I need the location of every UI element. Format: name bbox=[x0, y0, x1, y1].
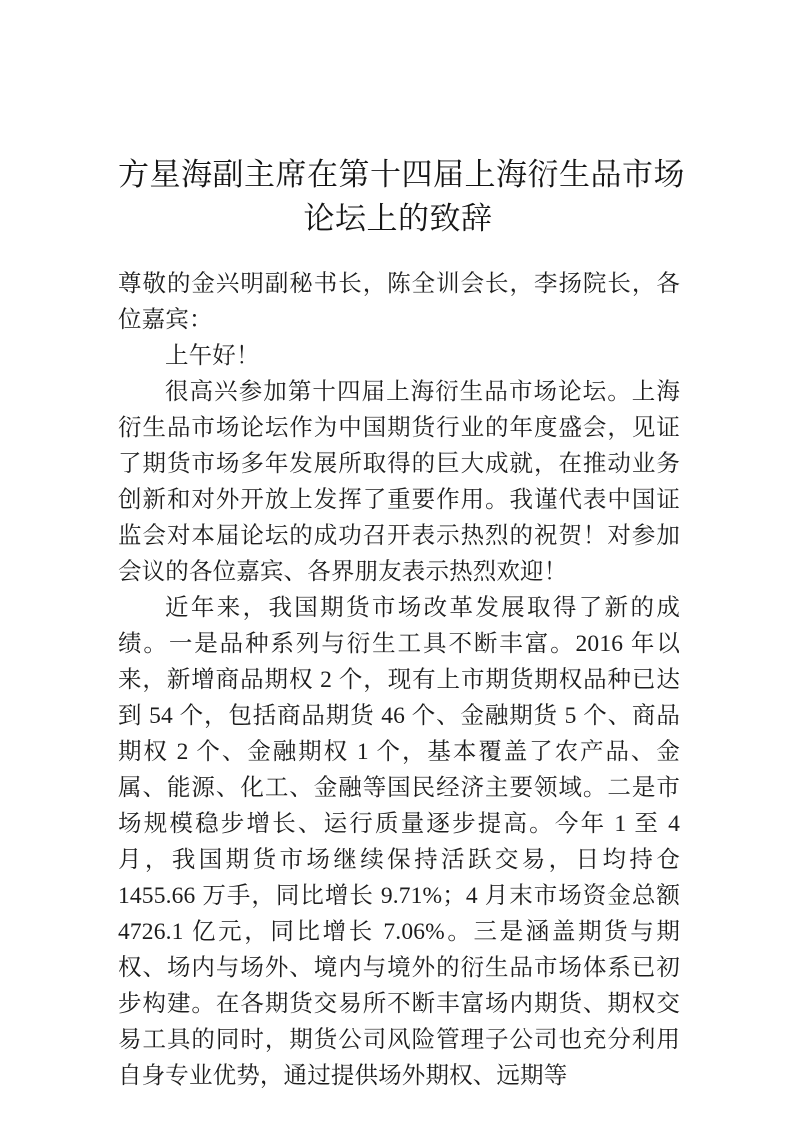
paragraph-market-achievements: 近年来，我国期货市场改革发展取得了新的成绩。一是品种系列与衍生工具不断丰富。2016 年以来，新增商品期权 2 个，现有上市期货期权品种已达到 54 个，包括商品期货 46 个、金融期货 5 个、商品期权 2 个、金融期权 1 个，基本覆盖了农产品、金属、能源、化工、金融等国民经济主要领域。二是市场规模稳步增长、运行质量逐步提高。今年 1 至 4 月，我国期货市场继续保持活跃交易，日均持仓 1455.66 万手，同比增长 9.71%；4 月末市场资金总额 4726.1 亿元，同比增长 7.06%。三是涵盖期货与期权、场内与场外、境内与境外的衍生品市场体系已初步构建。在各期货交易所不断丰富场内期货、期权交易工具的同时，期货公司风险管理子公司也充分利用自身专业优势，通过提供场外期权、远期等 bbox=[118, 595, 680, 1089]
paragraph-greeting: 上午好！ bbox=[165, 343, 260, 369]
page-title bbox=[118, 153, 685, 241]
document-body bbox=[118, 266, 680, 1094]
paragraph-salutation: 尊敬的金兴明副秘书长，陈全训会长，李扬院长，各位嘉宾： bbox=[118, 271, 680, 333]
paragraph-opening-remarks: 很高兴参加第十四届上海衍生品市场论坛。上海衍生品市场论坛作为中国期货行业的年度盛会，见证了期货市场多年发展所取得的巨大成就，在推动业务创新和对外开放上发挥了重要作用。我谨代表中国证监会对本届论坛的成功召开表示热烈的祝贺！对参加会议的各位嘉宾、各界朋友表示热烈欢迎！ bbox=[118, 379, 680, 585]
page-title-line-1: 方星海副主席在第十四届上海衍生品市场 bbox=[118, 156, 685, 192]
page-title-line-2: 论坛上的致辞 bbox=[303, 200, 493, 236]
